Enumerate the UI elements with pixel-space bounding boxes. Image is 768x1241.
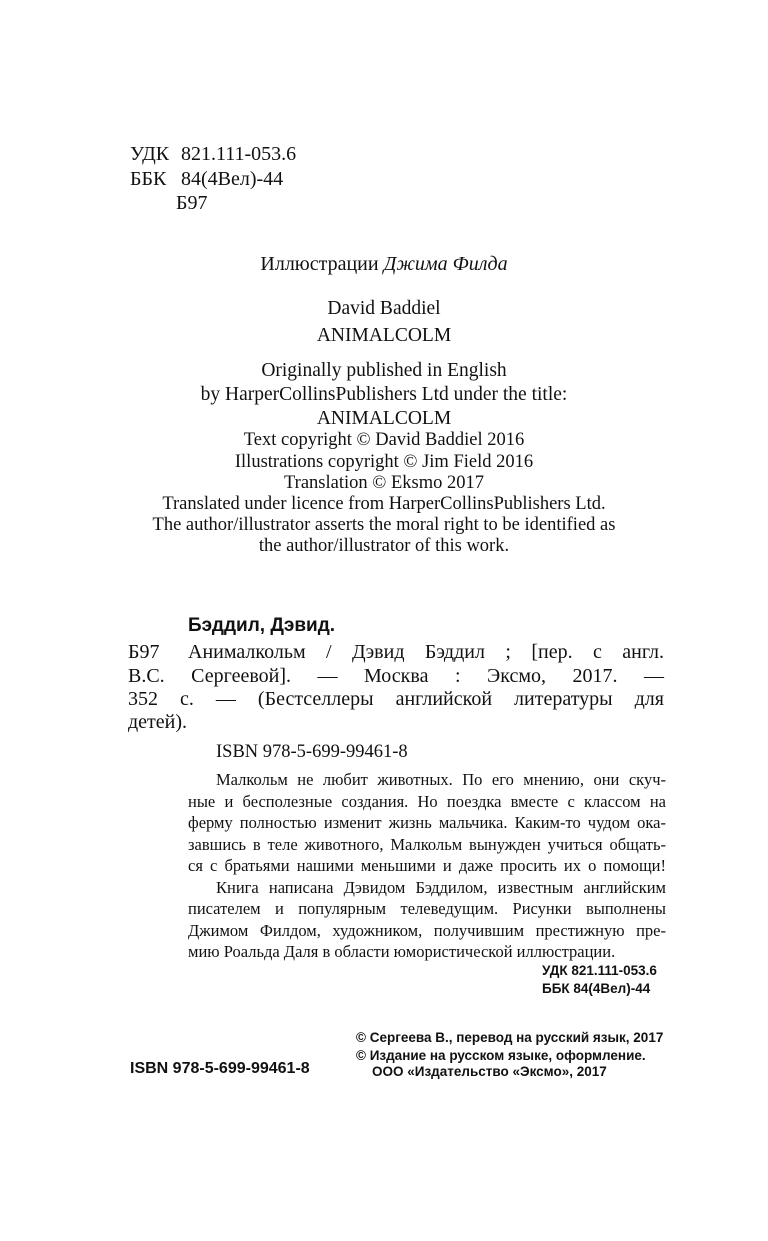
footer-copyright-line: © Сергеева В., перевод на русский язык, 2017 (356, 1030, 664, 1045)
footer-copyright-line: © Издание на русском языке, оформление. (356, 1048, 646, 1063)
annotation-line: ферму полностью изменит жизнь мальчика. Каким-то чудом ока- (188, 813, 666, 832)
card-sign: Б97 (128, 641, 160, 663)
card-isbn: ISBN 978-5-699-99461-8 (216, 742, 408, 762)
bbk-line (130, 168, 283, 191)
original-line: by HarperCollinsPublishers Ltd under the title: (200, 384, 568, 405)
annotation-line: Книга написана Дэвидом Бэддилом, известным английским (216, 878, 666, 897)
annotation-line: мию Роальда Даля в области юмористической иллюстрации. (188, 942, 616, 961)
udk-value: 821.111-053.6 (181, 143, 297, 165)
copyright-line: Translated under licence from HarperCollinsPublishers Ltd. (162, 494, 606, 514)
card-description-line: В.С. Сергеевой]. — Москва : Эксмо, 2017. — (128, 665, 664, 687)
footer-isbn: ISBN 978-5-699-99461-8 (130, 1060, 310, 1077)
card-bbk: ББК 84(4Вел)-44 (542, 981, 651, 996)
copyright-line: Translation © Eksmo 2017 (284, 473, 484, 493)
original-line: ANIMALCOLM (316, 408, 452, 429)
card-udk: УДК 821.111-053.6 (542, 963, 657, 978)
copyright-line: The author/illustrator asserts the moral right to be identified as (152, 515, 616, 535)
card-description-line: 352 с. — (Бестселлеры английской литературы для (128, 688, 664, 710)
copyright-line: the author/illustrator of this work. (258, 536, 510, 556)
illustrator-name: Джима Филда (383, 253, 508, 275)
copyright-line: Text copyright © David Baddiel 2016 (243, 430, 525, 450)
annotation-line: Малкольм не любит животных. По его мнению, они скуч- (216, 770, 666, 789)
illustrations-credit (0, 253, 768, 276)
original-line: Originally published in English (261, 360, 507, 381)
udk-label: УДК (130, 143, 170, 165)
card-description-line: детей). (128, 711, 188, 733)
udk-line (130, 143, 296, 166)
footer-copyright-line: ООО «Издательство «Эксмо», 2017 (372, 1064, 607, 1079)
original-title: ANIMALCOLM (316, 325, 452, 346)
annotation-line: Джимом Филдом, художником, получившим престижную пре- (188, 921, 666, 940)
bbk-label: ББК (130, 168, 167, 190)
original-author: David Baddiel (327, 298, 441, 319)
annotation-line: ные и бесполезные создания. Но поездка вместе с классом на (188, 792, 666, 811)
annotation-line: ся с братьями нашими меньшими и даже просить их о помощи! (188, 856, 666, 875)
annotation-line: завшись в теле животного, Малкольм вынужден учиться общать- (188, 835, 666, 854)
annotation-line: писателем и популярным телеведущим. Рисунки выполнены (188, 899, 666, 918)
copyright-line: Illustrations copyright © Jim Field 2016 (234, 452, 534, 472)
card-heading: Бэддил, Дэвид. (188, 615, 336, 636)
bbk-value: 84(4Вел)-44 (181, 168, 284, 190)
author-sign: Б97 (176, 192, 208, 214)
illustrations-prefix: Иллюстрации (260, 253, 379, 275)
card-description-line: Анималкольм / Дэвид Бэддил ; [пер. с англ. (188, 641, 664, 663)
